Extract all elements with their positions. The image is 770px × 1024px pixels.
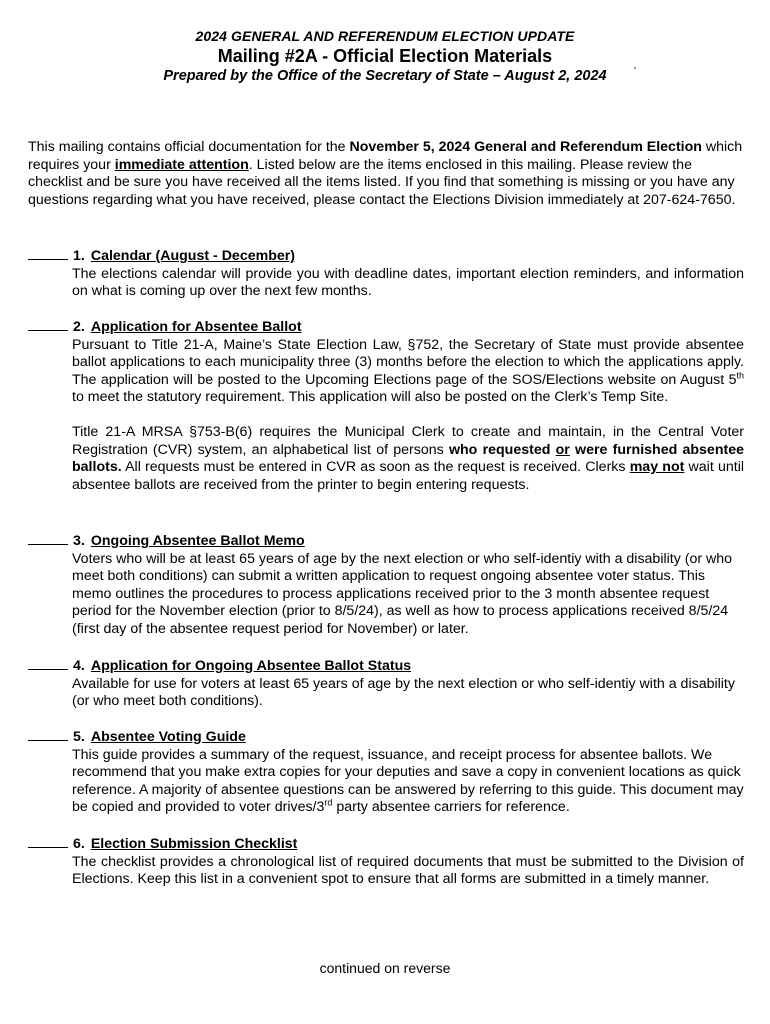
item-title: Election Submission Checklist: [90, 836, 298, 852]
item-body: The elections calendar will provide you with deadline dates, important election reminders, and information on what is coming up over the next few months.: [72, 265, 744, 300]
intro-paragraph: This mailing contains official documentation for the November 5, 2024 General and Referendum Election which requires your immediate attention. Listed below are the items enclosed in this mailing. Please review the checklist and be sure you have received all the items listed. If you find that something is missing or you have any questions regarding what you have received, please contact the Elections Division immediately at 207-624-7650.: [28, 139, 743, 208]
checklist-item-5: [28, 728, 744, 817]
election-name: November 5, 2024 General and Referendum Election: [349, 139, 702, 155]
document-title: Mailing #2A - Official Election Materials: [217, 46, 553, 66]
item-body: Pursuant to Title 21-A, Maine’s State Election Law, §752, the Secretary of State must provide absentee ballot applications to each municipality three (3) months before the election to which the applications apply. The application will be posted to the Upcoming Elections page of the SOS/Elections website on August 5th to meet the statutory requirement. This application will also be posted on the Clerk’s Temp Site.: [72, 336, 744, 406]
checkbox-blank[interactable]: [28, 657, 68, 670]
checkbox-blank[interactable]: [28, 318, 68, 331]
checklist-item-6: [28, 835, 744, 889]
checkbox-blank[interactable]: [28, 247, 68, 260]
item-body-2: Title 21-A MRSA §753-B(6) requires the Municipal Clerk to create and maintain, in the Central Voter Registration (CVR) system, an alphabetical list of persons who requested or were furnished absentee ballots. All requests must be entered in CVR as soon as the request is received. Clerks may not wait until absentee ballots are received from the printer to begin entering requests.: [72, 423, 744, 493]
checkbox-blank[interactable]: [28, 728, 68, 741]
stray-mark: `: [633, 65, 637, 79]
checklist-item-2: [28, 318, 744, 494]
item-body: Voters who will be at least 65 years of age by the next election or who self-identiy with a disability (or who meet both conditions) can submit a written application to request ongoing absentee voter status. This memo outlines the procedures to process applications received prior to the 3 month absentee request period for the November election (prior to 8/5/24), as well as how to process applications received 8/5/24 (first day of the absentee request period for November) or later.: [72, 550, 733, 637]
checklist-item-1: [28, 247, 744, 301]
continued-note: continued on reverse: [319, 960, 451, 976]
item-body: Available for use for voters at least 65 years of age by the next election or who self-identiy with a disability (or who meet both conditions).: [72, 675, 735, 710]
item-number: 5.: [73, 729, 85, 745]
item-body: The checklist provides a chronological list of required documents that must be submitted to the Division of Elections. Keep this list in a convenient spot to ensure that all forms are submitted in a timely manner.: [72, 853, 744, 888]
item-number: 6.: [73, 836, 85, 852]
header-kicker: 2024 GENERAL AND REFERENDUM ELECTION UPDATE: [195, 28, 575, 44]
item-number: 2.: [73, 319, 85, 335]
checkbox-blank[interactable]: [28, 532, 68, 545]
item-title: Absentee Voting Guide: [90, 729, 246, 745]
item-title: Calendar (August - December): [90, 248, 296, 264]
checklist-item-3: [28, 532, 744, 639]
item-body: This guide provides a summary of the request, issuance, and receipt process for absentee ballots. We recommend that you make extra copies for your deputies and save a copy in convenient locations as quick reference. A majority of absentee questions can be answered by referring to this guide. This document may be copied and provided to voter drives/3rd party absentee carriers for reference.: [72, 746, 744, 816]
checklist-item-4: [28, 657, 744, 711]
immediate-attention: immediate attention: [114, 156, 249, 173]
item-number: 4.: [73, 658, 85, 674]
item-title: Application for Ongoing Absentee Ballot Status: [90, 658, 412, 674]
item-number: 3.: [73, 533, 85, 549]
item-title: Ongoing Absentee Ballot Memo: [90, 533, 305, 549]
item-number: 1.: [73, 248, 85, 264]
prepared-by-line: Prepared by the Office of the Secretary of State – August 2, 2024: [163, 68, 607, 84]
checkbox-blank[interactable]: [28, 835, 68, 848]
document-header: [0, 27, 770, 86]
item-title: Application for Absentee Ballot: [90, 319, 302, 335]
